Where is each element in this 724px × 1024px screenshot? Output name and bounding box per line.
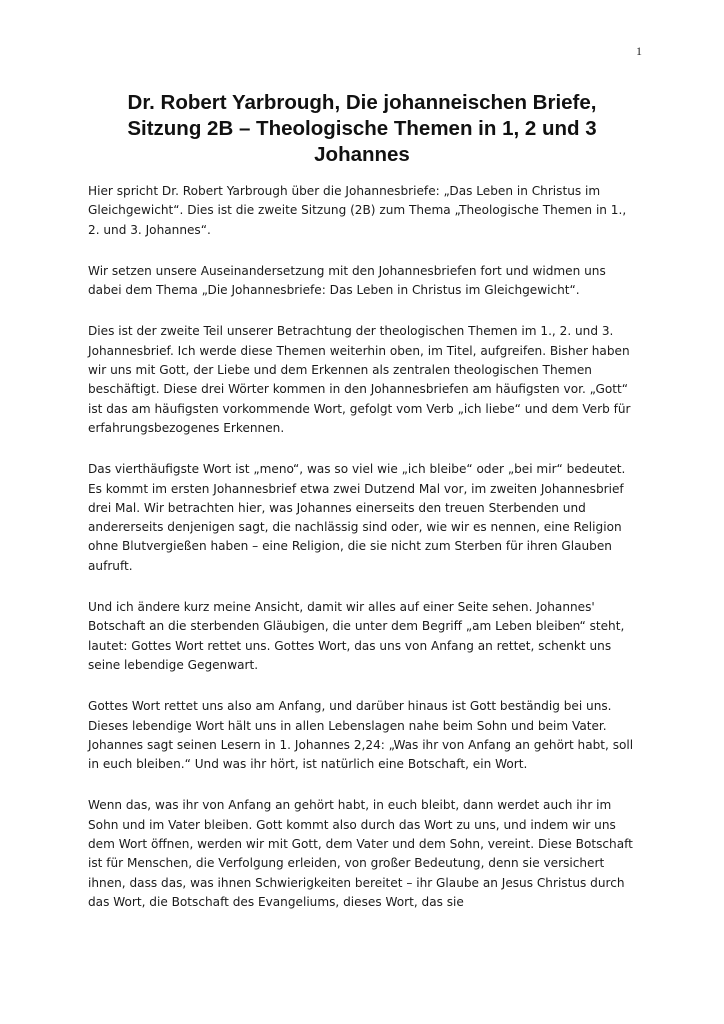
paragraph-7: Wenn das, was ihr von Anfang an gehört habt, in euch bleibt, dann werdet auch ihr im Sohn und im Vater bleiben. Gott kommt also durch das Wort zu uns, und indem wir uns dem Wort öffnen, werden wir mit Gott, dem Vater und dem Sohn, vereint. Diese Botschaft ist für Menschen, die Verfolgung erleiden, von großer Bedeutung, denn sie versichert ihnen, dass das, was ihnen Schwierigkeiten bereitet – ihr Glaube an Jesus Christus durch das Wort, die Botschaft des Evangeliums, dieses Wort, das sie	[88, 798, 633, 909]
paragraph-3: Dies ist der zweite Teil unserer Betrachtung der theologischen Themen im 1., 2. und 3. Johannesbrief. Ich werde diese Themen weiterhin oben, im Titel, aufgreifen. Bisher haben wir uns mit Gott, der Liebe und dem Erkennen als zentralen theologischen Themen beschäftigt. Diese drei Wörter kommen in den Johannesbriefen am häufigsten vor. „Gott“ ist das am häufigsten vorkommende Wort, gefolgt vom Verb „ich liebe“ und dem Verb für erfahrungsbezogenes Erkennen.	[88, 324, 631, 435]
page-number: 1	[636, 44, 642, 58]
document-title: Dr. Robert Yarbrough, Die johanneischen Briefe, Sitzung 2B – Theologische Themen in 1, 2 und 3 Johannes	[127, 91, 597, 166]
paragraph-1: Hier spricht Dr. Robert Yarbrough über die Johannesbriefe: „Das Leben in Christus im Gleichgewicht“. Dies ist die zweite Sitzung (2B) zum Thema „Theologische Themen in 1., 2. und 3. Johannes“.	[88, 184, 627, 237]
paragraph-6: Gottes Wort rettet uns also am Anfang, und darüber hinaus ist Gott beständig bei uns. Dieses lebendige Wort hält uns in allen Lebenslagen nahe beim Sohn und beim Vater. Johannes sagt seinen Lesern in 1. Johannes 2,24: „Was ihr von Anfang an gehört habt, soll in euch bleiben.“ Und was ihr hört, ist natürlich eine Botschaft, ein Wort.	[88, 699, 634, 772]
paragraph-2: Wir setzen unsere Auseinandersetzung mit den Johannesbriefen fort und widmen uns dabei dem Thema „Die Johannesbriefe: Das Leben in Christus im Gleichgewicht“.	[88, 263, 606, 298]
paragraph-5: Und ich ändere kurz meine Ansicht, damit wir alles auf einer Seite sehen. Johannes' Botschaft an die sterbenden Gläubigen, die unter dem Begriff „am Leben bleiben“ steht, lautet: Gottes Wort rettet uns. Gottes Wort, das uns von Anfang an rettet, schenkt uns seine lebendige Gegenwart.	[88, 600, 625, 672]
document-body	[88, 90, 636, 912]
paragraph-4: Das vierthäufigste Wort ist „meno“, was so viel wie „ich bleibe“ oder „bei mir“ bedeutet. Es kommt im ersten Johannesbrief etwa zwei Dutzend Mal vor, im zweiten Johannesbrief drei Mal. Wir betrachten hier, was Johannes einerseits den treuen Sterbenden und andererseits denjenigen sagt, die nachlässig sind oder, wie wir es nennen, eine Religion ohne Blutvergießen haben – eine Religion, die sie nicht zum Sterben für ihren Glauben aufruft.	[88, 462, 626, 573]
